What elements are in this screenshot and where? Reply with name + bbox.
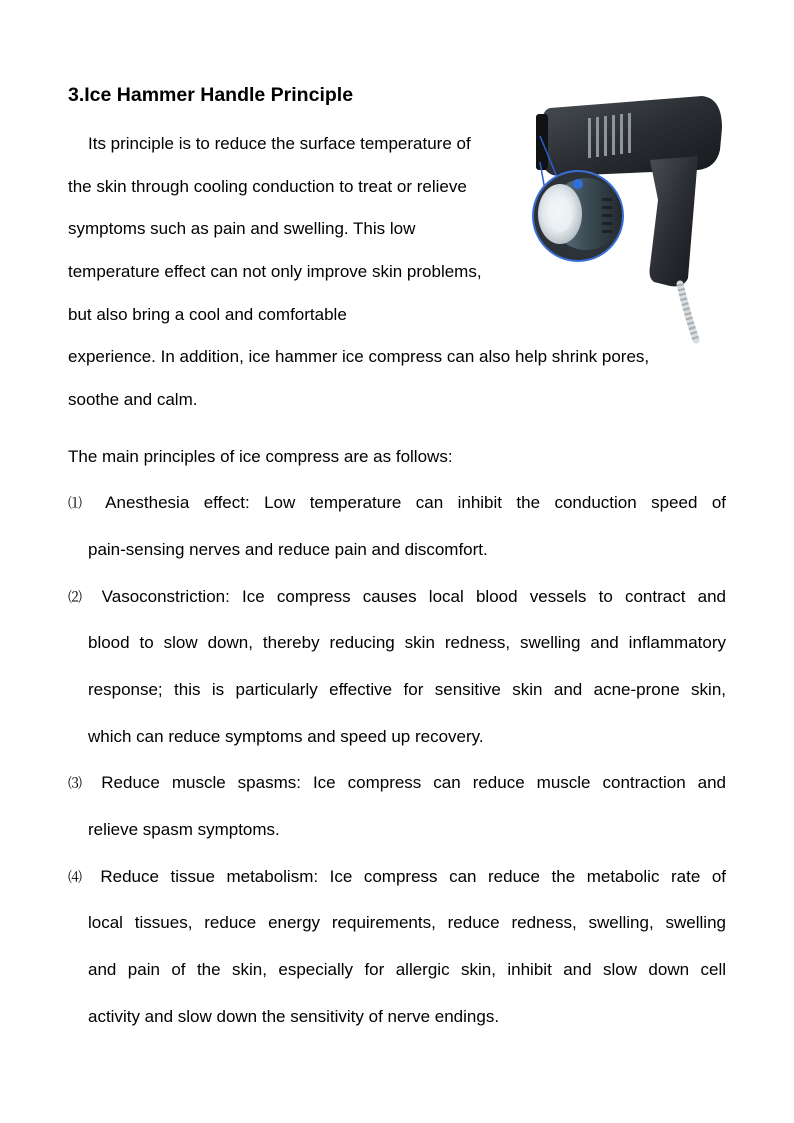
principle-item-1 <box>68 493 726 513</box>
item-text: Vasoconstriction: Ice compress causes local blood vessels to contract and <box>101 587 726 606</box>
principle-item-4-cont-3: activity and slow down the sensitivity of nerve endings. <box>88 1007 500 1026</box>
item-number: ⑶ <box>68 776 90 792</box>
intro-line-2: the skin through cooling conduction to treat or relieve <box>68 177 467 196</box>
item-number: ⑵ <box>68 590 90 606</box>
item-number: ⑴ <box>68 496 92 512</box>
item-text: Reduce tissue metabolism: Ice compress can reduce the metabolic rate of <box>100 867 727 886</box>
principle-item-1-cont: pain-sensing nerves and reduce pain and discomfort. <box>88 540 488 559</box>
page-title: 3.Ice Hammer Handle Principle <box>68 84 354 106</box>
principle-item-2-cont-2: response; this is particularly effective for sensitive skin and acne-prone skin, <box>88 680 726 699</box>
item-text: Reduce muscle spasms: Ice compress can reduce muscle contraction and <box>101 773 726 792</box>
intro-line-4: temperature effect can not only improve skin problems, <box>68 262 482 281</box>
principles-title: The main principles of ice compress are as follows: <box>68 447 453 466</box>
item-text: Anesthesia effect: Low temperature can inhibit the conduction speed of <box>105 493 726 512</box>
principle-item-2-cont-3: which can reduce symptoms and speed up recovery. <box>88 727 484 746</box>
ice-hammer-device-image <box>530 90 730 345</box>
principle-item-4-cont-1: local tissues, reduce energy requirements, reduce redness, swelling, swelling <box>88 913 726 932</box>
intro-line-1: Its principle is to reduce the surface temperature of <box>88 134 471 153</box>
intro-line-6: experience. In addition, ice hammer ice compress can also help shrink pores, <box>68 347 650 366</box>
principle-item-4 <box>68 867 726 887</box>
principle-item-2 <box>68 587 726 607</box>
intro-line-5: but also bring a cool and comfortable <box>68 305 347 324</box>
intro-line-3: symptoms such as pain and swelling. This low <box>68 219 416 238</box>
principle-item-2-cont-1: blood to slow down, thereby reducing skin redness, swelling and inflammatory <box>88 633 726 652</box>
principle-item-3-cont: relieve spasm symptoms. <box>88 820 280 839</box>
intro-line-7: soothe and calm. <box>68 390 198 409</box>
item-number: ⑷ <box>68 870 89 886</box>
principle-item-3 <box>68 773 726 793</box>
principle-item-4-cont-2: and pain of the skin, especially for allergic skin, inhibit and slow down cell <box>88 960 726 979</box>
